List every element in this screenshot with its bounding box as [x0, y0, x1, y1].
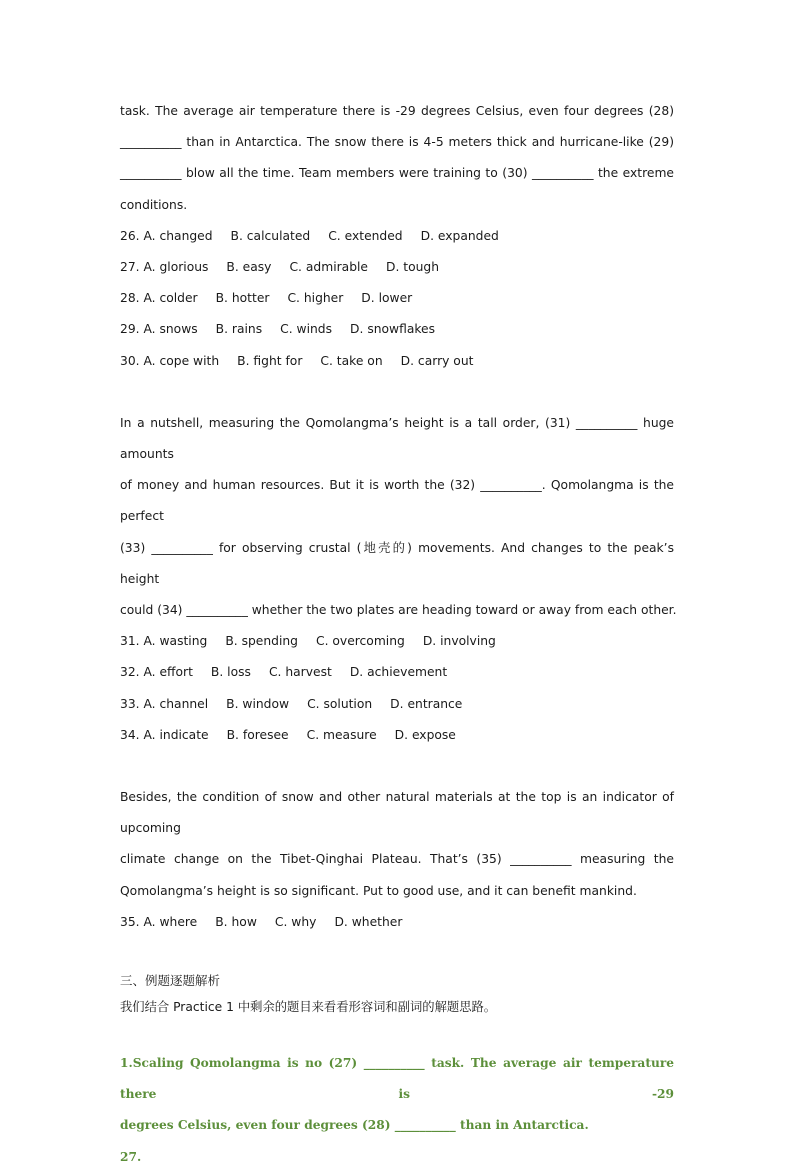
option: D. involving	[422, 634, 496, 649]
question-row	[120, 907, 674, 938]
option: B. rains	[215, 322, 263, 337]
question-row	[120, 314, 674, 345]
passage-paragraph-2	[120, 408, 677, 626]
option: D. tough	[386, 260, 440, 275]
text-line: Besides, the condition of snow and other natural materials at the top is an indicator of upcoming	[120, 790, 674, 836]
text-line: Qomolangma’s height is so significant. Put to good use, and it can benefit mankind.	[120, 883, 637, 898]
question-row	[120, 626, 674, 657]
option: B. calculated	[230, 228, 311, 243]
document-page	[120, 96, 677, 1173]
option: C. admirable	[289, 260, 368, 275]
option: D. lower	[361, 291, 413, 306]
option: 31. A. wasting	[120, 634, 208, 649]
option: D. carry out	[400, 353, 474, 368]
passage-paragraph-3	[120, 782, 674, 907]
option: 29. A. snows	[120, 322, 198, 337]
option: C. why	[274, 914, 317, 929]
text-line: conditions.	[120, 197, 188, 212]
option: B. hotter	[215, 291, 270, 306]
option: B. easy	[226, 260, 272, 275]
passage-paragraph-1	[120, 96, 674, 221]
question-row	[120, 720, 674, 751]
option: D. expanded	[420, 228, 499, 243]
option: 33. A. channel	[120, 696, 209, 711]
text-line: (33) __________ for observing crustal (地壳的) movements. And changes to the peak’s height	[120, 540, 674, 586]
text-line: 27.	[120, 1149, 142, 1164]
spacer	[120, 938, 674, 962]
question-options-26-30	[120, 221, 674, 377]
option: C. take on	[320, 353, 383, 368]
text-line: of money and human resources. But it is worth the (32) __________. Qomolangma is the perfect	[120, 478, 674, 524]
option: C. harvest	[268, 665, 332, 680]
option: B. fight for	[237, 353, 303, 368]
text-line: climate change on the Tibet-Qinghai Plateau. That’s (35) __________ measuring the	[120, 852, 674, 867]
option: C. solution	[307, 696, 373, 711]
question-row	[120, 689, 674, 720]
section-title: 三、例题逐题解析	[120, 973, 221, 989]
question-row	[120, 252, 674, 283]
option: 34. A. indicate	[120, 727, 209, 742]
question-options-35	[120, 907, 674, 938]
option: B. loss	[210, 665, 251, 680]
question-row	[120, 346, 674, 377]
text-line: In a nutshell, measuring the Qomolangma’s height is a tall order, (31) __________ huge amounts	[120, 415, 674, 462]
spacer	[120, 377, 674, 408]
question-row	[120, 221, 674, 252]
text-line: degrees Celsius, even four degrees (28) __________ than in Antarctica.	[120, 1118, 589, 1133]
option: D. entrance	[390, 696, 463, 711]
option: B. window	[226, 696, 290, 711]
option: 28. A. colder	[120, 291, 198, 306]
option: D. achievement	[349, 665, 448, 680]
option: D. expose	[394, 727, 456, 742]
question-options-31-34	[120, 626, 674, 751]
option: C. winds	[280, 322, 333, 337]
text-line: __________ blow all the time. Team members were training to (30) __________ the extreme	[120, 166, 674, 181]
question-row	[120, 283, 674, 314]
option: 27. A. glorious	[120, 260, 209, 275]
option: 26. A. changed	[120, 228, 213, 243]
option: B. spending	[225, 634, 298, 649]
option: C. extended	[328, 228, 403, 243]
example-analysis	[120, 1048, 674, 1173]
option: 32. A. effort	[120, 665, 193, 680]
option: C. measure	[306, 727, 377, 742]
option: C. overcoming	[315, 634, 405, 649]
question-row	[120, 657, 674, 688]
option: D. whether	[334, 914, 403, 929]
text-line: 1.Scaling Qomolangma is no (27) __________ task. The average air temperature there is -29	[120, 1056, 674, 1102]
text-line: __________ than in Antarctica. The snow there is 4-5 meters thick and hurricane-like (29)	[120, 135, 674, 150]
option: 35. A. where	[120, 914, 198, 929]
text-line: task. The average air temperature there is -29 degrees Celsius, even four degrees (28)	[120, 104, 674, 118]
option: B. how	[215, 914, 257, 929]
option: C. higher	[287, 291, 344, 306]
text-line: could (34) __________ whether the two plates are heading toward or away from each other.	[120, 603, 677, 618]
section-intro: 我们结合 Practice 1 中剩余的题目来看看形容词和副词的解题思路。	[120, 1000, 497, 1015]
option: B. foresee	[226, 727, 289, 742]
spacer	[120, 1020, 674, 1048]
option: 30. A. cope with	[120, 353, 220, 368]
option: D. snowflakes	[350, 322, 436, 337]
spacer	[120, 751, 674, 782]
